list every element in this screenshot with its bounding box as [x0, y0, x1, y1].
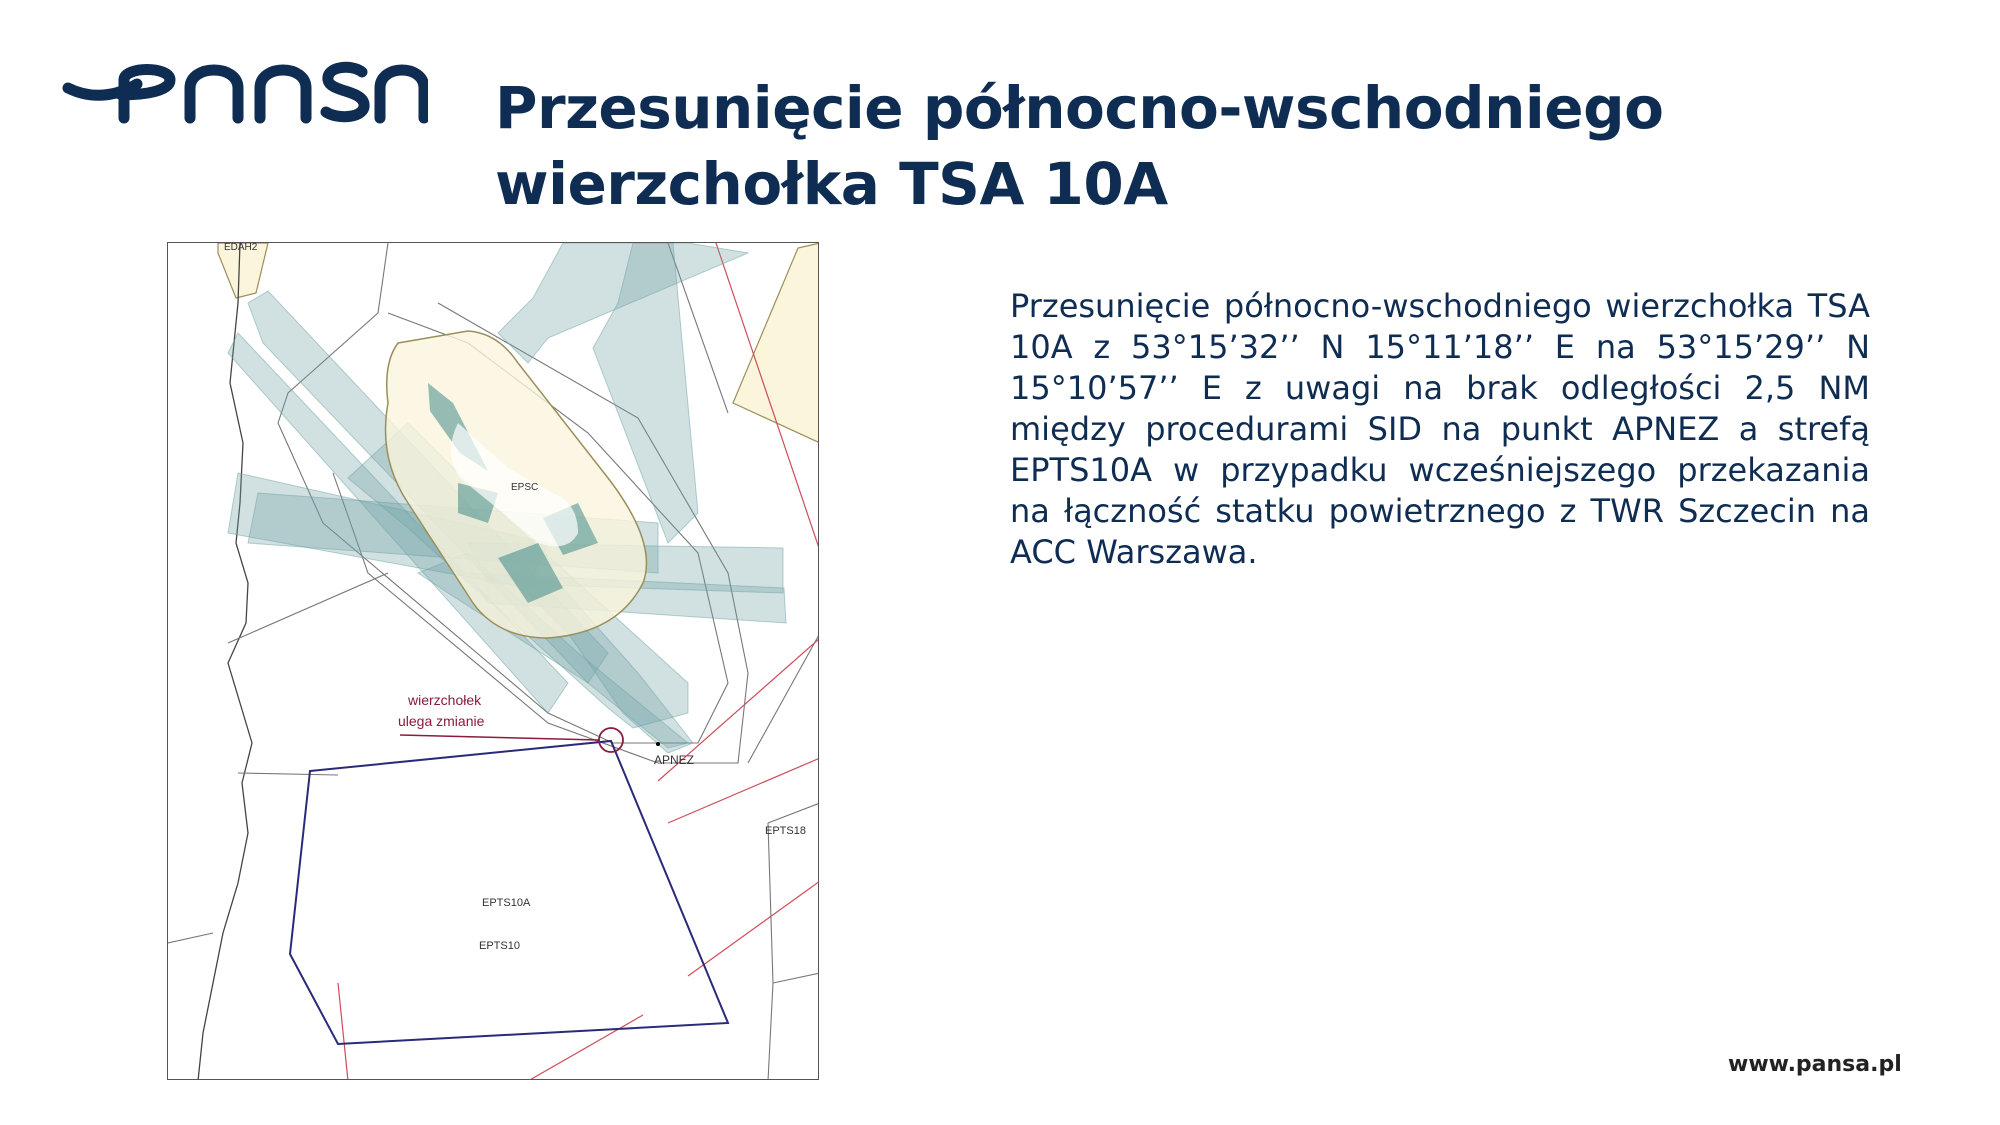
description-text: Przesunięcie północno-wschodniego wierzchołka TSA 10A z 53°15’32’’ N 15°11’18’’ E na 53°15’29’’ N 15°10’57’’ E z uwagi na brak odległości 2,5 NM między procedurami SID na punkt APNEZ a strefą EPTS10A w przypadku wcześniejszego przekazania na łączność statku powietrznego z TWR Szczecin na ACC Warszawa.: [1010, 287, 1870, 571]
epts18-label: EPTS18: [765, 825, 806, 837]
epsc-label: EPSC: [511, 482, 539, 493]
epts10-label: EPTS10: [479, 940, 520, 952]
epts10a-label: EPTS10A: [482, 897, 531, 909]
apnez-label: APNEZ: [654, 753, 695, 767]
edah2-label: EDAH2: [224, 243, 258, 253]
pansa-logo: [62, 56, 428, 126]
annotation-label-line1: wierzchołek: [408, 692, 482, 708]
apnez-point: [656, 742, 660, 746]
page-title: Przesunięcie północno-wschodniego wierzchołka TSA 10A: [495, 74, 1664, 218]
website-link[interactable]: www.pansa.pl: [1728, 1052, 1902, 1077]
annotation-label-line2: ulega zmianie: [398, 713, 485, 729]
airspace-map-svg: [168, 243, 819, 1080]
airspace-map: [167, 242, 819, 1080]
